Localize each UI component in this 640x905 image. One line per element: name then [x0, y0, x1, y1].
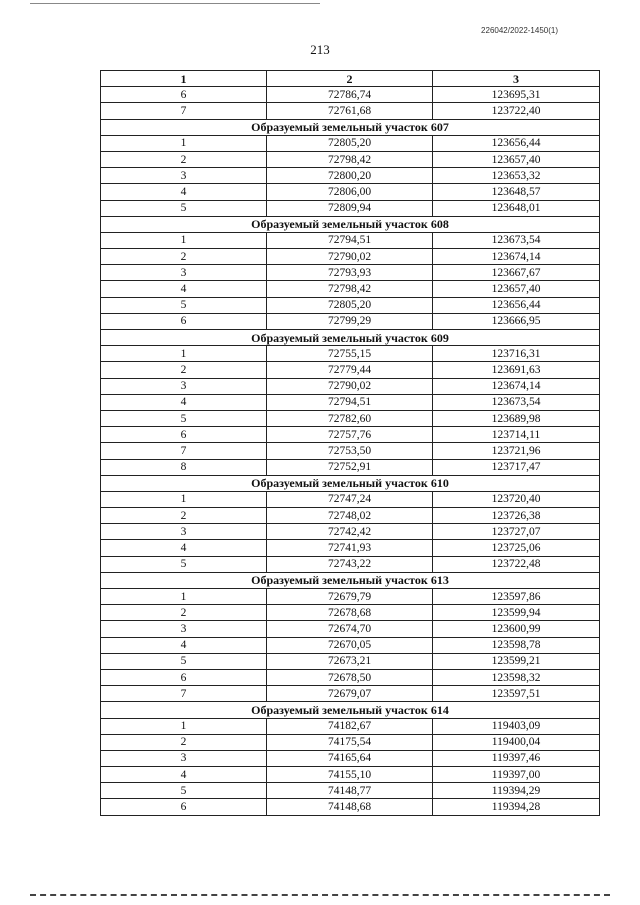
- table-row: [101, 718, 600, 734]
- bottom-rule: [30, 894, 610, 896]
- point-number-cell: 7: [101, 443, 267, 459]
- y-coordinate-cell: 123722,48: [433, 556, 600, 572]
- section-title: Образуемый земельный участок 609: [101, 330, 600, 346]
- table-row: [101, 103, 600, 119]
- x-coordinate-cell: 74148,77: [267, 783, 433, 799]
- section-header-row: [101, 330, 600, 346]
- point-number-cell: 4: [101, 394, 267, 410]
- y-coordinate-cell: 123691,63: [433, 362, 600, 378]
- y-coordinate-cell: 123597,86: [433, 589, 600, 605]
- table-row: [101, 605, 600, 621]
- y-coordinate-cell: 123599,21: [433, 653, 600, 669]
- table-body: [101, 87, 600, 815]
- x-coordinate-cell: 72794,51: [267, 232, 433, 248]
- x-coordinate-cell: 72743,22: [267, 556, 433, 572]
- point-number-cell: 3: [101, 750, 267, 766]
- x-coordinate-cell: 72799,29: [267, 313, 433, 329]
- point-number-cell: 3: [101, 265, 267, 281]
- y-coordinate-cell: 123689,98: [433, 410, 600, 426]
- page-number: 213: [310, 42, 330, 57]
- point-number-cell: 3: [101, 621, 267, 637]
- x-coordinate-cell: 72782,60: [267, 410, 433, 426]
- point-number-cell: 1: [101, 589, 267, 605]
- y-coordinate-cell: 119394,29: [433, 783, 600, 799]
- table-row: [101, 556, 600, 572]
- section-title: Образуемый земельный участок 607: [101, 119, 600, 135]
- x-coordinate-cell: 72755,15: [267, 346, 433, 362]
- y-coordinate-cell: 123666,95: [433, 313, 600, 329]
- x-coordinate-cell: 72761,68: [267, 103, 433, 119]
- point-number-cell: 7: [101, 103, 267, 119]
- y-coordinate-cell: 123598,78: [433, 637, 600, 653]
- point-number-cell: 6: [101, 87, 267, 103]
- x-coordinate-cell: 72670,05: [267, 637, 433, 653]
- table-header-row: [101, 71, 600, 87]
- x-coordinate-cell: 72673,21: [267, 653, 433, 669]
- x-coordinate-cell: 72805,20: [267, 297, 433, 313]
- y-coordinate-cell: 123667,67: [433, 265, 600, 281]
- y-coordinate-cell: 123673,54: [433, 232, 600, 248]
- table-row: [101, 750, 600, 766]
- y-coordinate-cell: 123695,31: [433, 87, 600, 103]
- y-coordinate-cell: 123722,40: [433, 103, 600, 119]
- point-number-cell: 1: [101, 135, 267, 151]
- x-coordinate-cell: 72798,42: [267, 281, 433, 297]
- point-number-cell: 6: [101, 669, 267, 685]
- top-rule: [30, 3, 320, 4]
- column-header-x: 2: [267, 71, 433, 87]
- x-coordinate-cell: 72757,76: [267, 427, 433, 443]
- table-row: [101, 767, 600, 783]
- y-coordinate-cell: 119403,09: [433, 718, 600, 734]
- point-number-cell: 6: [101, 313, 267, 329]
- table-row: [101, 249, 600, 265]
- point-number-cell: 1: [101, 232, 267, 248]
- point-number-cell: 2: [101, 734, 267, 750]
- x-coordinate-cell: 74148,68: [267, 799, 433, 815]
- table-row: [101, 443, 600, 459]
- section-header-row: [101, 216, 600, 232]
- table-row: [101, 540, 600, 556]
- point-number-cell: 5: [101, 297, 267, 313]
- y-coordinate-cell: 123725,06: [433, 540, 600, 556]
- point-number-cell: 4: [101, 637, 267, 653]
- x-coordinate-cell: 74165,64: [267, 750, 433, 766]
- y-coordinate-cell: 123648,01: [433, 200, 600, 216]
- y-coordinate-cell: 123716,31: [433, 346, 600, 362]
- section-header-row: [101, 702, 600, 718]
- point-number-cell: 5: [101, 653, 267, 669]
- section-header-row: [101, 119, 600, 135]
- point-number-cell: 6: [101, 427, 267, 443]
- table-row: [101, 281, 600, 297]
- y-coordinate-cell: 123721,96: [433, 443, 600, 459]
- point-number-cell: 5: [101, 200, 267, 216]
- table-row: [101, 621, 600, 637]
- table-row: [101, 200, 600, 216]
- point-number-cell: 3: [101, 524, 267, 540]
- table-row: [101, 87, 600, 103]
- table-row: [101, 168, 600, 184]
- document-number: 226042/2022-1450(1): [481, 26, 558, 35]
- y-coordinate-cell: 123714,11: [433, 427, 600, 443]
- x-coordinate-cell: 72790,02: [267, 249, 433, 265]
- x-coordinate-cell: 72747,24: [267, 491, 433, 507]
- y-coordinate-cell: 119394,28: [433, 799, 600, 815]
- table-row: [101, 135, 600, 151]
- table-row: [101, 459, 600, 475]
- y-coordinate-cell: 123674,14: [433, 249, 600, 265]
- table-row: [101, 151, 600, 167]
- point-number-cell: 1: [101, 491, 267, 507]
- point-number-cell: 5: [101, 783, 267, 799]
- x-coordinate-cell: 74182,67: [267, 718, 433, 734]
- table-row: [101, 783, 600, 799]
- x-coordinate-cell: 72786,74: [267, 87, 433, 103]
- x-coordinate-cell: 72741,93: [267, 540, 433, 556]
- section-title: Образуемый земельный участок 608: [101, 216, 600, 232]
- point-number-cell: 8: [101, 459, 267, 475]
- y-coordinate-cell: 123598,32: [433, 669, 600, 685]
- table-row: [101, 313, 600, 329]
- table-row: [101, 491, 600, 507]
- x-coordinate-cell: 74155,10: [267, 767, 433, 783]
- x-coordinate-cell: 72678,50: [267, 669, 433, 685]
- x-coordinate-cell: 72779,44: [267, 362, 433, 378]
- table-row: [101, 669, 600, 685]
- x-coordinate-cell: 72794,51: [267, 394, 433, 410]
- point-number-cell: 4: [101, 184, 267, 200]
- y-coordinate-cell: 123597,51: [433, 686, 600, 702]
- table-row: [101, 427, 600, 443]
- x-coordinate-cell: 72809,94: [267, 200, 433, 216]
- y-coordinate-cell: 123653,32: [433, 168, 600, 184]
- section-title: Образуемый земельный участок 610: [101, 475, 600, 491]
- point-number-cell: 1: [101, 718, 267, 734]
- point-number-cell: 3: [101, 168, 267, 184]
- table-row: [101, 653, 600, 669]
- x-coordinate-cell: 72806,00: [267, 184, 433, 200]
- table-row: [101, 184, 600, 200]
- x-coordinate-cell: 72752,91: [267, 459, 433, 475]
- table-row: [101, 637, 600, 653]
- coordinates-table: [100, 70, 600, 816]
- point-number-cell: 1: [101, 346, 267, 362]
- point-number-cell: 5: [101, 410, 267, 426]
- section-header-row: [101, 475, 600, 491]
- section-title: Образуемый земельный участок 614: [101, 702, 600, 718]
- y-coordinate-cell: 119397,00: [433, 767, 600, 783]
- table-row: [101, 346, 600, 362]
- x-coordinate-cell: 72674,70: [267, 621, 433, 637]
- table-row: [101, 265, 600, 281]
- point-number-cell: 2: [101, 249, 267, 265]
- point-number-cell: 2: [101, 605, 267, 621]
- y-coordinate-cell: 123673,54: [433, 394, 600, 410]
- y-coordinate-cell: 123726,38: [433, 508, 600, 524]
- table-row: [101, 799, 600, 815]
- table-row: [101, 297, 600, 313]
- point-number-cell: 7: [101, 686, 267, 702]
- x-coordinate-cell: 72800,20: [267, 168, 433, 184]
- column-header-point: 1: [101, 71, 267, 87]
- table-row: [101, 362, 600, 378]
- table-row: [101, 508, 600, 524]
- x-coordinate-cell: 72805,20: [267, 135, 433, 151]
- table-row: [101, 524, 600, 540]
- x-coordinate-cell: 72678,68: [267, 605, 433, 621]
- point-number-cell: 6: [101, 799, 267, 815]
- x-coordinate-cell: 72798,42: [267, 151, 433, 167]
- y-coordinate-cell: 123657,40: [433, 151, 600, 167]
- point-number-cell: 4: [101, 540, 267, 556]
- y-coordinate-cell: 123657,40: [433, 281, 600, 297]
- point-number-cell: 3: [101, 378, 267, 394]
- x-coordinate-cell: 72748,02: [267, 508, 433, 524]
- point-number-cell: 2: [101, 151, 267, 167]
- table-row: [101, 686, 600, 702]
- y-coordinate-cell: 123717,47: [433, 459, 600, 475]
- point-number-cell: 2: [101, 362, 267, 378]
- y-coordinate-cell: 123674,14: [433, 378, 600, 394]
- x-coordinate-cell: 72679,07: [267, 686, 433, 702]
- y-coordinate-cell: 123720,40: [433, 491, 600, 507]
- table-row: [101, 394, 600, 410]
- x-coordinate-cell: 72679,79: [267, 589, 433, 605]
- x-coordinate-cell: 72793,93: [267, 265, 433, 281]
- x-coordinate-cell: 74175,54: [267, 734, 433, 750]
- point-number-cell: 2: [101, 508, 267, 524]
- y-coordinate-cell: 123656,44: [433, 297, 600, 313]
- point-number-cell: 4: [101, 767, 267, 783]
- table-row: [101, 410, 600, 426]
- x-coordinate-cell: 72753,50: [267, 443, 433, 459]
- y-coordinate-cell: 123727,07: [433, 524, 600, 540]
- point-number-cell: 5: [101, 556, 267, 572]
- x-coordinate-cell: 72742,42: [267, 524, 433, 540]
- section-header-row: [101, 572, 600, 588]
- table-row: [101, 232, 600, 248]
- y-coordinate-cell: 123648,57: [433, 184, 600, 200]
- y-coordinate-cell: 123599,94: [433, 605, 600, 621]
- x-coordinate-cell: 72790,02: [267, 378, 433, 394]
- y-coordinate-cell: 119400,04: [433, 734, 600, 750]
- table-row: [101, 589, 600, 605]
- y-coordinate-cell: 123600,99: [433, 621, 600, 637]
- column-header-y: 3: [433, 71, 600, 87]
- point-number-cell: 4: [101, 281, 267, 297]
- section-title: Образуемый земельный участок 613: [101, 572, 600, 588]
- table-row: [101, 734, 600, 750]
- table-row: [101, 378, 600, 394]
- y-coordinate-cell: 119397,46: [433, 750, 600, 766]
- y-coordinate-cell: 123656,44: [433, 135, 600, 151]
